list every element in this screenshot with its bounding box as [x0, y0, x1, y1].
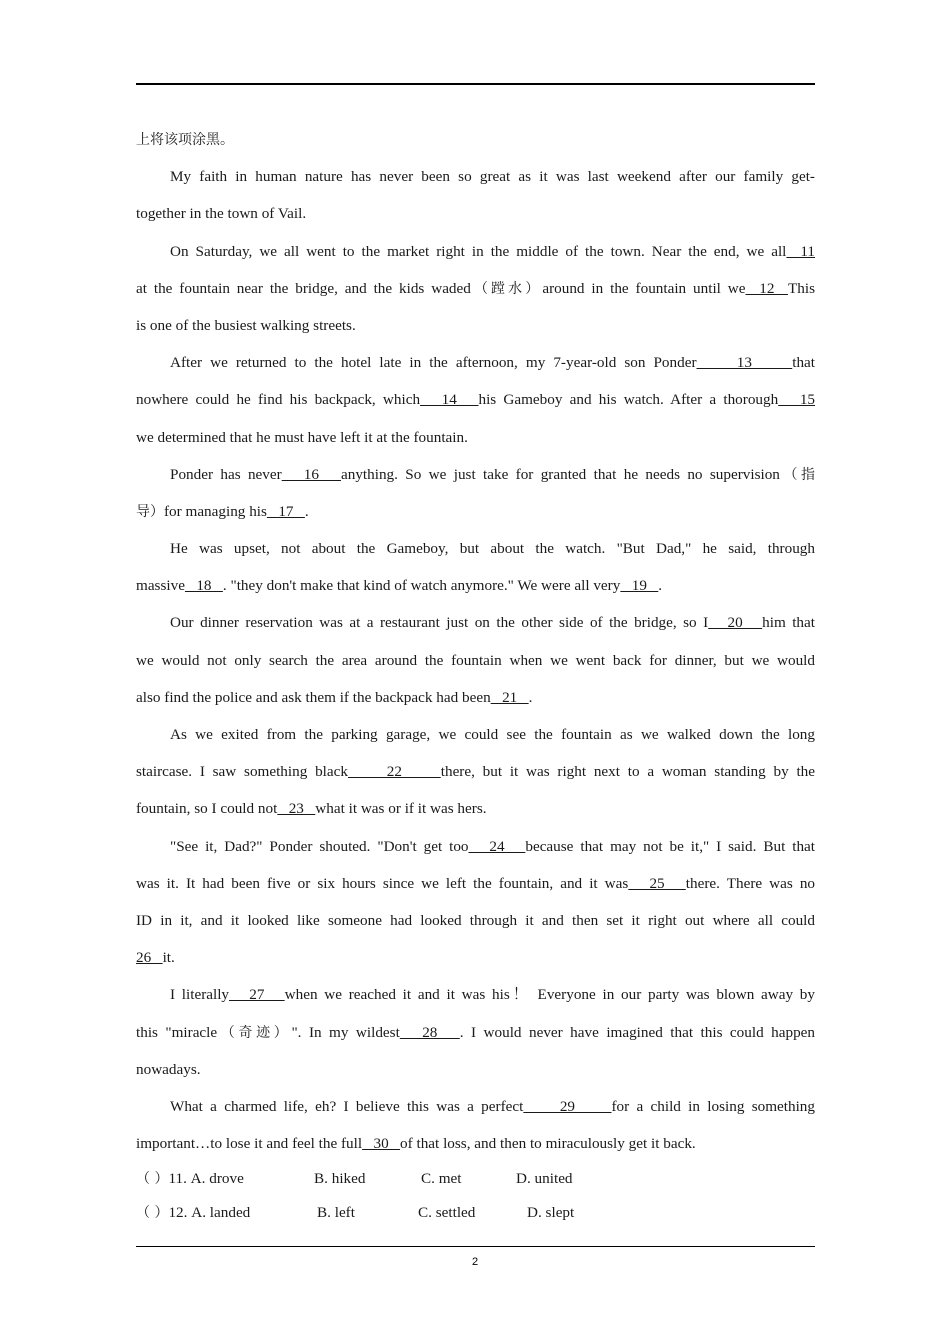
p8-line2: was it. It had been five or six hours since we left the fountain, and it was 25 there. There was no — [136, 874, 815, 892]
blank-19: 19 — [620, 577, 659, 595]
blank-15: 15 — [778, 391, 815, 409]
blank-22: 22 — [347, 763, 441, 781]
option-a: A. landed — [191, 1204, 251, 1222]
p4-line2: 导）for managing his 17 . — [136, 502, 309, 520]
p5-line1: He was upset, not about the Gameboy, but about the watch. "But Dad," he said, through — [170, 540, 815, 558]
p4-line1: Ponder has never 16 anything. So we just take for granted that he needs no supervision（指 — [170, 465, 815, 483]
blank-27: 27 — [229, 986, 285, 1004]
option-d: D. united — [516, 1170, 573, 1188]
question-number: 11. — [168, 1170, 191, 1188]
p3-line3: we determined that he must have left it at the fountain. — [136, 428, 468, 446]
blank-13: 13 — [696, 354, 793, 372]
p1-line1: My faith in human nature has never been so great as it was last weekend after our family get- — [170, 168, 815, 186]
answer-paren: （ ） — [136, 1205, 169, 1222]
question-11 — [136, 1162, 815, 1196]
option-b: B. hiked — [314, 1170, 366, 1188]
document-body — [136, 121, 815, 1230]
p8-line1: "See it, Dad?" Ponder shouted. "Don't get too 24 because that may not be it," I said. But that — [170, 837, 815, 855]
p2-line3: is one of the busiest walking streets. — [136, 316, 356, 334]
p10-line2: important…to lose it and feel the full 30 of that loss, and then to miraculously get it back. — [136, 1135, 696, 1153]
footer-rule — [136, 1246, 815, 1247]
blank-20: 20 — [708, 614, 763, 632]
p9-line1: I literally 27 when we reached it and it was his！ Everyone in our party was blown away by — [170, 986, 815, 1004]
option-b: B. left — [317, 1204, 355, 1222]
option-c: C. settled — [418, 1204, 476, 1222]
blank-30: 30 — [362, 1135, 401, 1153]
blank-29: 29 — [523, 1097, 612, 1115]
blank-26: 26 — [136, 949, 163, 967]
p9-line3: nowadays. — [136, 1060, 201, 1078]
p10-line1: What a charmed life, eh? I believe this was a perfect 29 for a child in losing something — [170, 1097, 815, 1115]
page-number: 2 — [471, 1256, 479, 1268]
blank-28: 28 — [399, 1023, 460, 1041]
blank-24: 24 — [468, 837, 526, 855]
blank-12: 12 — [745, 279, 788, 297]
question-number: 12. — [168, 1204, 192, 1222]
option-d: D. slept — [527, 1204, 575, 1222]
p6-line3: also find the police and ask them if the backpack had been 21 . — [136, 688, 533, 706]
p8-line3: ID in it, and it looked like someone had looked through it and then set it right out where all could — [136, 911, 815, 929]
answer-paren: （ ） — [136, 1171, 169, 1188]
blank-16: 16 — [281, 465, 341, 483]
p1-line2: together in the town of Vail. — [136, 205, 307, 223]
p2-line1: On Saturday, we all went to the market right in the middle of the town. Near the end, we all 11 — [170, 242, 815, 260]
p3-line1: After we returned to the hotel late in the afternoon, my 7-year-old son Ponder 13 that — [170, 354, 815, 372]
option-a: A. drove — [190, 1170, 244, 1188]
p2-line2: at the fountain near the bridge, and the kids waded（蹚水）around in the fountain until we 12 This — [136, 279, 815, 297]
header-rule — [136, 83, 815, 85]
p5-line2: massive 18 . "they don't make that kind of watch anymore." We were all very 19 . — [136, 577, 663, 595]
blank-18: 18 — [184, 577, 223, 595]
blank-11: 11 — [786, 242, 815, 260]
p7-line1: As we exited from the parking garage, we could see the fountain as we walked down the long — [170, 726, 815, 743]
blank-23: 23 — [277, 800, 316, 818]
blank-14: 14 — [420, 391, 479, 409]
option-c: C. met — [421, 1170, 462, 1188]
p6-line2: we would not only search the area around the fountain when we went back for dinner, but we would — [136, 651, 815, 669]
p9-line2: this "miracle（奇迹）". In my wildest 28 . I would never have imagined that this could happen — [136, 1023, 815, 1041]
p6-line1: Our dinner reservation was at a restaurant just on the other side of the bridge, so I 20 him that — [170, 614, 815, 632]
instruction-tail: 上将该项涂黑。 — [136, 132, 234, 148]
p3-line2: nowhere could he find his backpack, which 14 his Gameboy and his watch. After a thorough 15 — [136, 391, 815, 409]
blank-17: 17 — [266, 502, 305, 520]
p7-line2: staircase. I saw something black 22 there, but it was right next to a woman standing by the — [136, 763, 815, 781]
p7-line3: fountain, so I could not 23 what it was or if it was hers. — [136, 800, 487, 818]
blank-21: 21 — [490, 688, 529, 706]
p8-line4: 26 it. — [136, 949, 175, 967]
blank-25: 25 — [628, 874, 686, 892]
question-12 — [136, 1196, 815, 1230]
